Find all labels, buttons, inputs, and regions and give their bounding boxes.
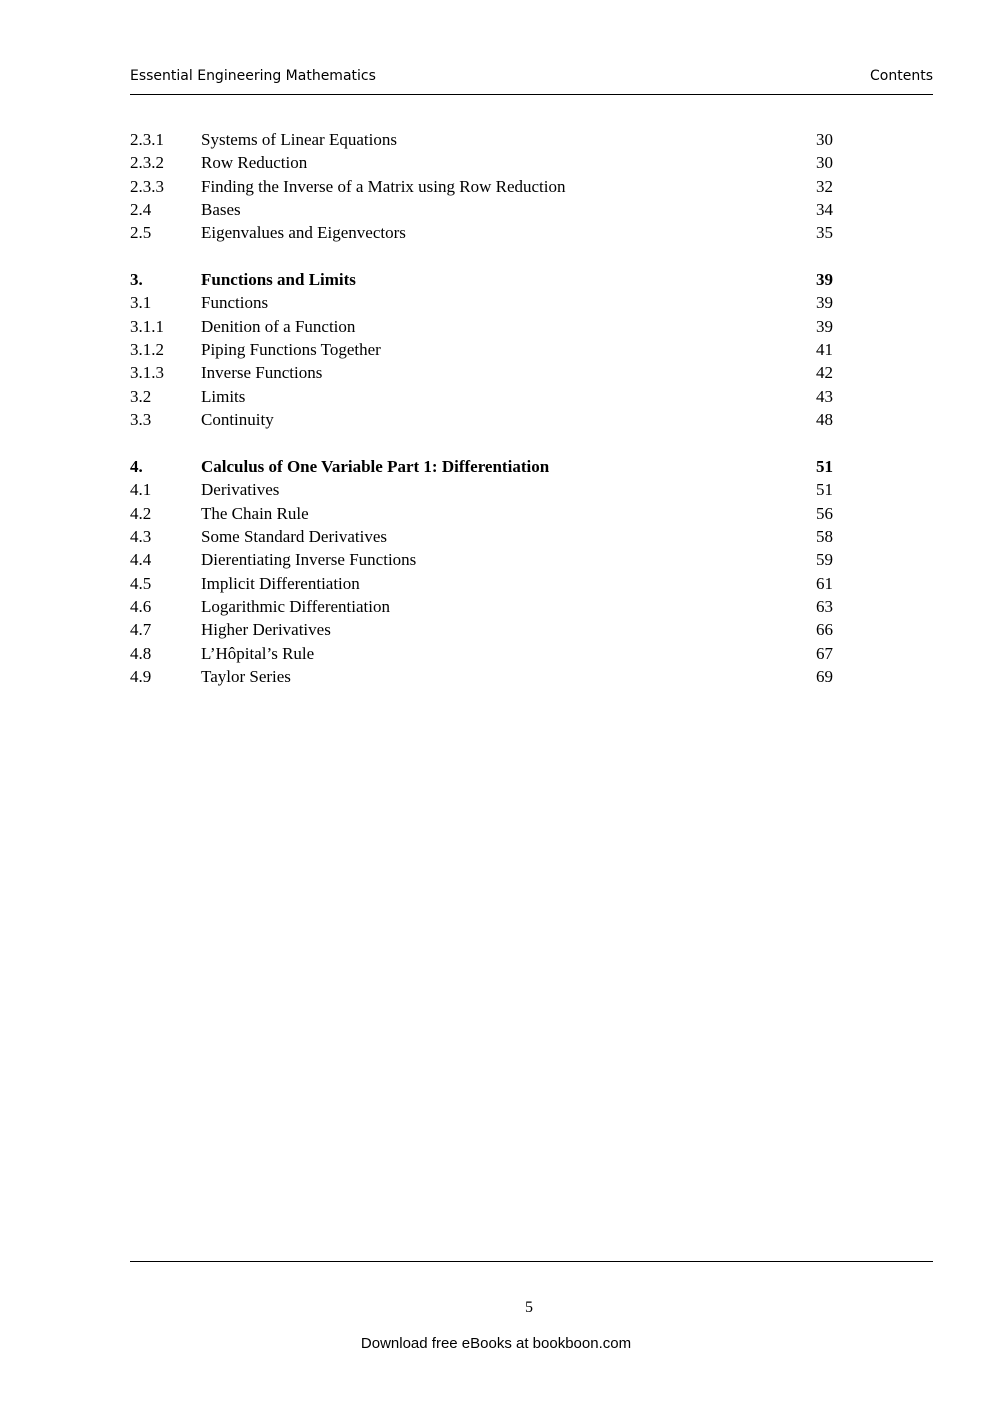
toc-number: 2.3.1: [130, 130, 164, 149]
download-link[interactable]: Download free eBooks at bookboon.com: [360, 1335, 632, 1352]
toc-chapter-row[interactable]: [130, 268, 840, 291]
toc-label: Denition of a Function: [201, 316, 356, 336]
toc-page-number: 69: [816, 666, 833, 686]
toc-label: Functions and Limits: [201, 270, 356, 290]
toc-number: 4.5: [130, 573, 152, 593]
toc-page-number: 41: [816, 340, 833, 360]
toc-number: 3.1: [130, 293, 152, 313]
section-title: Contents: [870, 68, 933, 84]
toc-number: 4.8: [130, 643, 152, 663]
toc-row[interactable]: [130, 221, 840, 244]
toc-number: 4.3: [130, 526, 152, 546]
toc-label: Row Reduction: [201, 153, 308, 173]
toc-page-number: 35: [816, 223, 833, 243]
toc-number: 3.: [130, 270, 143, 290]
toc-number: 4.7: [130, 620, 152, 640]
toc-page-number: 56: [816, 503, 833, 523]
toc-page-number: 58: [816, 526, 833, 546]
toc-number: 2.5: [130, 223, 152, 243]
toc-page-number: 61: [816, 573, 833, 593]
toc-label: Calculus of One Variable Part 1: Differentiation: [201, 456, 550, 476]
toc-label: Derivatives: [201, 480, 280, 500]
toc-page-number: 43: [816, 386, 833, 406]
toc-number: 4.4: [130, 550, 152, 570]
footer-divider: [130, 1261, 933, 1262]
toc-row[interactable]: [130, 315, 840, 338]
toc-label: Eigenvalues and Eigenvectors: [201, 223, 406, 243]
toc-label: Dierentiating Inverse Functions: [201, 550, 417, 570]
book-title: Essential Engineering Mathematics: [130, 68, 376, 84]
toc-label: Logarithmic Differentiation: [201, 596, 390, 616]
toc-row[interactable]: [130, 478, 840, 501]
toc-page-number: 51: [816, 456, 833, 476]
toc-page-number: 59: [816, 550, 833, 570]
toc-page-number: 63: [816, 596, 833, 616]
toc-number: 2.3.2: [130, 153, 164, 173]
toc-row[interactable]: [130, 595, 840, 618]
toc-spacer: [130, 431, 840, 454]
toc-row[interactable]: [130, 385, 840, 408]
toc-number: 2.3.3: [130, 176, 164, 196]
toc-page-number: 39: [816, 270, 833, 290]
toc-spacer: [130, 245, 840, 268]
toc-page-number: 48: [816, 410, 833, 430]
toc-number: 4.: [130, 456, 143, 476]
toc-page-number: 51: [816, 480, 833, 500]
toc-page-number: 66: [816, 620, 833, 640]
toc-page-number: 34: [816, 200, 833, 220]
toc-label: The Chain Rule: [201, 503, 309, 523]
toc-page-number: 32: [816, 176, 833, 196]
toc-number: 3.1.3: [130, 363, 164, 383]
toc-page-number: 39: [816, 293, 833, 313]
toc-row[interactable]: [130, 408, 840, 431]
toc-label: Higher Derivatives: [201, 620, 331, 640]
toc-row[interactable]: [130, 642, 840, 665]
toc-number: 3.1.2: [130, 340, 164, 360]
toc-number: 4.6: [130, 596, 152, 616]
toc-row[interactable]: [130, 175, 840, 198]
toc-number: 3.2: [130, 386, 152, 406]
toc-row[interactable]: [130, 151, 840, 174]
toc-number: 2.4: [130, 200, 152, 220]
toc-row[interactable]: [130, 338, 840, 361]
toc-label: Taylor Series: [201, 666, 291, 686]
toc-label: Bases: [201, 200, 241, 220]
toc-number: 4.2: [130, 503, 152, 523]
toc-label: Piping Functions Together: [201, 340, 381, 360]
toc-label: Functions: [201, 293, 269, 313]
table-of-contents: [130, 128, 840, 688]
toc-row[interactable]: [130, 291, 840, 314]
toc-page-number: 67: [816, 643, 833, 663]
toc-page-number: 42: [816, 363, 833, 383]
running-header: [130, 68, 933, 90]
toc-number: 3.1.1: [130, 316, 164, 336]
toc-row[interactable]: [130, 548, 840, 571]
toc-row[interactable]: [130, 128, 840, 151]
toc-label: Systems of Linear Equations: [201, 130, 397, 149]
toc-row[interactable]: [130, 361, 840, 384]
toc-label: Some Standard Derivatives: [201, 526, 388, 546]
toc-row[interactable]: [130, 618, 840, 641]
toc-label: Implicit Differentiation: [201, 573, 360, 593]
header-divider: [130, 94, 933, 95]
toc-number: 4.1: [130, 480, 152, 500]
toc-page-number: 30: [816, 130, 833, 149]
toc-label: Continuity: [201, 410, 274, 430]
toc-chapter-row[interactable]: [130, 455, 840, 478]
toc-page-number: 39: [816, 316, 833, 336]
toc-number: 4.9: [130, 666, 152, 686]
toc-number: 3.3: [130, 410, 152, 430]
toc-row[interactable]: [130, 502, 840, 525]
toc-label: Inverse Functions: [201, 363, 323, 383]
toc-row[interactable]: [130, 198, 840, 221]
toc-page-number: 30: [816, 153, 833, 173]
toc-label: Limits: [201, 386, 246, 406]
toc-row[interactable]: [130, 665, 840, 688]
page-number: 5: [525, 1299, 533, 1316]
toc-row[interactable]: [130, 525, 840, 548]
toc-row[interactable]: [130, 572, 840, 595]
toc-label: L’Hôpital’s Rule: [201, 643, 315, 663]
toc-label: Finding the Inverse of a Matrix using Row Reduction: [201, 176, 566, 196]
